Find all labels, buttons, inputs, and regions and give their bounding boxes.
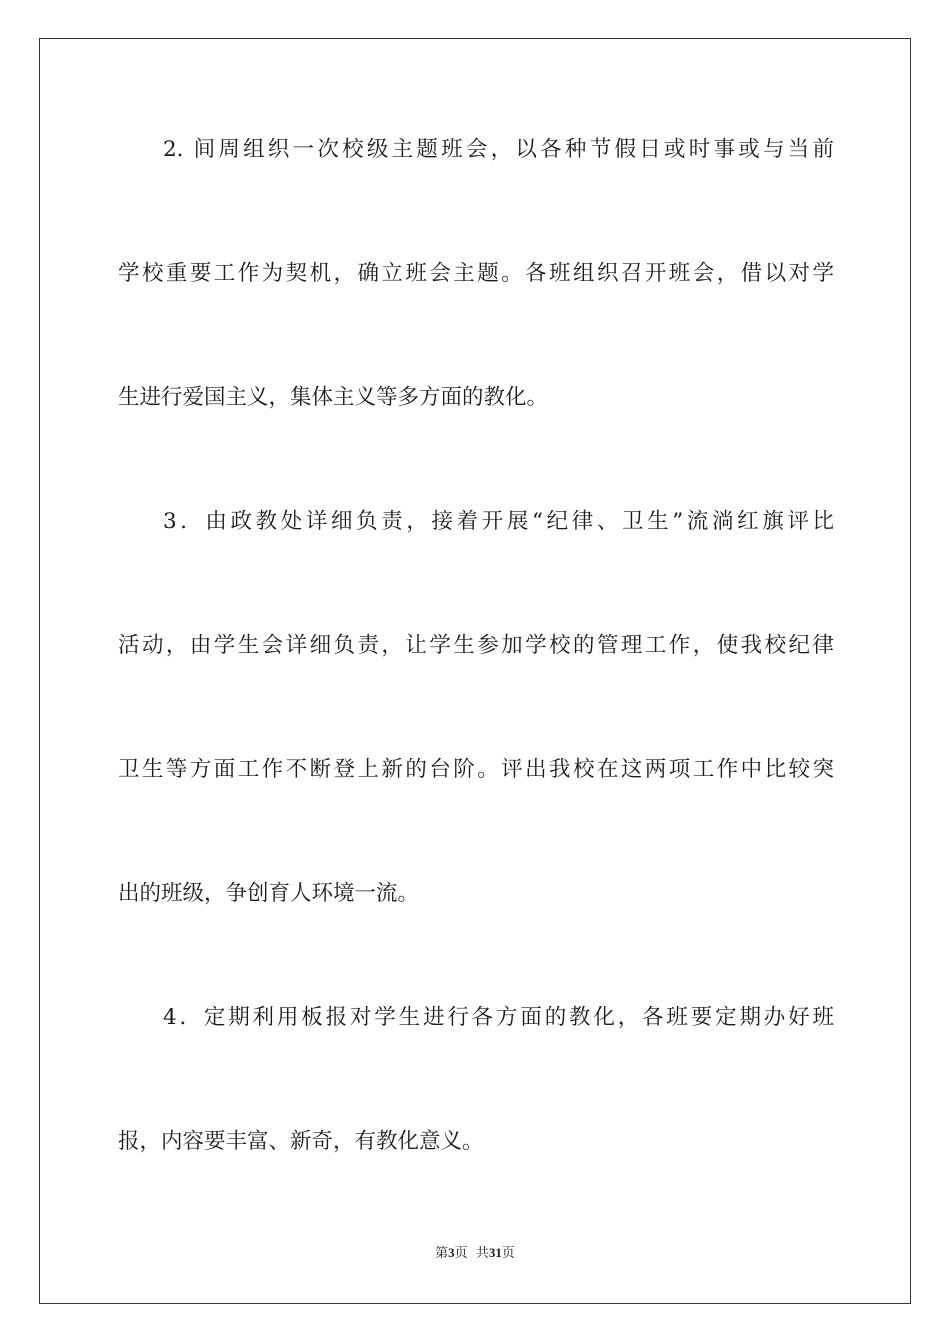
paragraph-4-line-1: 4．定期利用板报对学生进行各方面的教化，各班要定期办好班 [163,1005,834,1030]
paragraph-2-line-1: 2. 间周组织一次校级主题班会，以各种节假日或时事或与当前 [163,137,834,162]
page-border [39,38,911,1304]
page-number-footer [0,1245,950,1262]
footer-middle: 页 共 [454,1246,489,1261]
paragraph-3-line-1: 3．由政教处详细负责，接着开展“纪律、卫生”流淌红旗评比 [163,509,834,534]
paragraph-4-line-2: 报，内容要丰富、新奇，有教化意义。 [118,1129,484,1154]
footer-suffix: 页 [501,1246,515,1261]
paragraph-2-line-2: 学校重要工作为契机，确立班会主题。各班组织召开班会，借以对学 [118,261,834,286]
paragraph-2-line-3: 生进行爱国主义，集体主义等多方面的教化。 [118,385,549,410]
paragraph-3-line-3: 卫生等方面工作不断登上新的台阶。评出我校在这两项工作中比较突 [118,757,834,782]
paragraph-3-line-4: 出的班级，争创育人环境一流。 [118,881,420,906]
paragraph-3-line-2: 活动，由学生会详细负责，让学生参加学校的管理工作，使我校纪律 [118,633,834,658]
current-page-number: 3 [448,1245,455,1260]
footer-prefix: 第 [435,1246,449,1261]
total-page-count: 31 [488,1245,502,1260]
